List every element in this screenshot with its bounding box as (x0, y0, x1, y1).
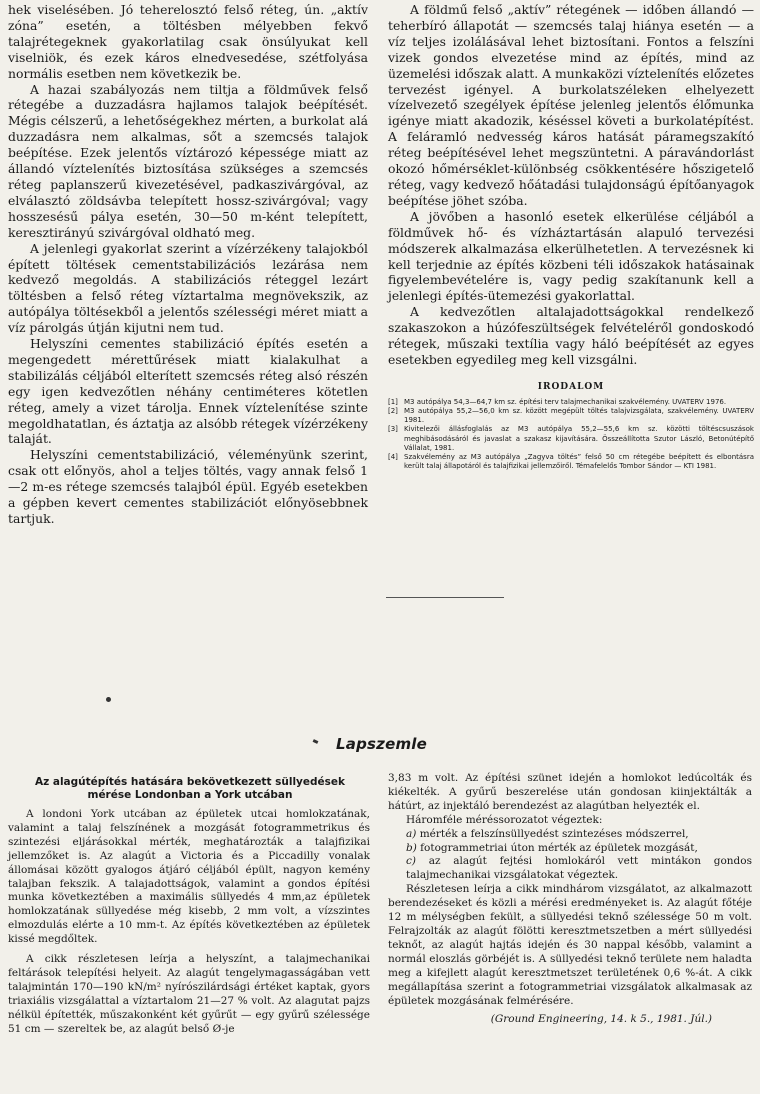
list-marker: b) (406, 841, 417, 854)
bottom-left-column (8, 808, 370, 1037)
reference-text: M3 autópálya 55,2—56,0 km sz. között megépült töltés talajvizsgálata, szakvélemény. UVATERV 1981. (404, 407, 754, 425)
paragraph: 3,83 m volt. Az építési szünet idején a homlokot ledúcolták és kiékelték. A gyűrű beszerelése után gondosan kiinjektálták a hátúrt, az injektáló berendezést az alagútban helyezték el. (388, 772, 752, 812)
list-text: fotogrammetriai úton mérték az épületek mozgását, (420, 841, 698, 854)
print-mark (313, 739, 319, 744)
paragraph: hek viselésében. Jó teherelosztó felső réteg, ún. „aktív zóna” esetén, a töltésben mélyebben fekvő talajrétegeknek gyakorlatilag csak önsúlyukat kell viselniök, és ezek káros elnedvesedése, szétfolyása normális esetben nem következik be. (8, 2, 368, 81)
paragraph: A hazai szabályozás nem tiltja a földművek felső rétegébe a duzzadásra hajlamos talajok beépítését. Mégis célszerű, a lehetőségekhez mérten, a burkolat alá duzzadásra nem alkalmas, sőt a szemcsés talajok beépítése. Ezek jelentős víztározó képessége miatt az állandó víztelenítés biztosítása szükséges a szemcsés réteg paplanszerű kivezetésével, padkaszivárgóval, az elválasztó zöldsávba telepített hossz-szivárgóval; vagy hosszesésű pálya esetén, 30—50 m-ként telepített, keresztirányú szivárgóval oldható meg. (8, 81, 368, 240)
list-item (388, 842, 752, 856)
paragraph: A kedvezőtlen altalajadottságokkal rendelkező szakaszokon a húzófeszültségek felvételéről gondoskodó rétegek, műszaki textília vagy háló beépítését az egyes esetekben egyedileg meg kell vizsgálni. (388, 304, 754, 367)
measurement-list (388, 828, 752, 884)
list-marker: c) (406, 855, 416, 868)
reference-number: [2] (388, 407, 398, 416)
paragraph: Helyszíni cementstabilizáció, véleményünk szerint, csak ott előnyös, ahol a teljes töltés, vagy annak felső 1—2 m-es rétege szemcsés talajból épül. Egyéb esetekben a gépben kevert cementes stabilizációt előnyösebbnek tartjuk. (8, 447, 368, 526)
list-text: mérték a felszínsüllyedést szintezéses módszerrel, (419, 827, 689, 840)
article-title: Az alagútépítés hatására bekövetkezett süllyedések mérése Londonban a York utcában (34, 776, 346, 801)
list-marker: a) (406, 827, 417, 840)
reference-list (388, 398, 754, 472)
list-item (388, 828, 752, 842)
reference-number: [4] (388, 453, 398, 462)
paragraph: A jelenlegi gyakorlat szerint a vízérzékeny talajokból épített töltések cementstabilizációs lezárása nem kedvező megoldás. A stabilizációs réteggel lezárt töltésben a felső réteg víztartalma megnövekszik, az autópálya töltésekből a jelentős szélességi méret miatt a víz párolgás útján kijutni nem tud. (8, 240, 368, 336)
reference-item (388, 425, 754, 453)
reference-text: Kivitelezői állásfoglalás az M3 autópálya 55,2—55,6 km sz. közötti töltéscsuszások meghibásodásáról és javaslat a szakasz kijavítására. Összeállította Szutor László, Betonútépítő Vállalat, 1981. (404, 425, 754, 452)
paragraph: Részletesen leírja a cikk mindhárom vizsgálatot, az alkalmazott berendezéseket és közli a mérési eredményeket is. Az alagút főtéje 12 m mélységben fekült, a süllyedési teknő szélessége 50 m volt. Felrajzolták az alagút fölötti keresztmetszetben a mért süllyedési teknőt, az alagút hajtás idején és 30 nappal később, valamint a normál eloszlás görbéjét is. A süllyedési teknő területe nem haladta meg a kifejlett alagút keresztmetszet területének 0,6 %-át. A cikk megállapítása szerint a fotogrammetriai vizsgálatok alkalmasak az épületek mozgásának felmérésére. (388, 883, 752, 1007)
paragraph: A londoni York utcában az épületek utcai homlokzatának, valamint a talaj felszínének a mozgását fotogrammetrikus és szintezési eljárásokkal mérték, meghatározták a talajfizikai jellemzőket is. Az alagút a Victoria és a Piccadilly vonalak állomásai között gyalogos átjáró céljából épült, nagyon kemény talajban fekszik. A talajadottságok, valamint a gondos építési munka következtében a maximális süllyedés 4 mm,az épületek homlokzatának süllyedése még kisebb, 2 mm volt, a vízszintes elmozdulás elérte a 10 mm-t. Az építés következtében az épületek kissé megdőltek. (8, 808, 370, 946)
reference-item (388, 453, 754, 471)
reference-item (388, 407, 754, 425)
top-right-column (388, 2, 754, 471)
references-heading: IRODALOM (537, 381, 605, 392)
reference-text: Szakvélemény az M3 autópálya „Zagyva töltés” felső 50 cm rétegébe beépített és elbontásra került talaj állapotáról és talajfizikai jellemzőiről. Témafelelős Tombor Sándor — KTI 1981. (404, 453, 754, 471)
top-left-column (8, 2, 368, 527)
print-speck (106, 697, 111, 702)
reference-item (388, 398, 754, 407)
list-intro: Háromféle méréssorozatot végeztek: (406, 813, 603, 826)
reference-number: [1] (388, 397, 398, 406)
list-text: az alagút fejtési homlokáról vett mintákon gondos talajmechanikai vizsgálatokat végeztek. (406, 855, 752, 882)
reference-text: M3 autópálya 54,3—64,7 km sz. építési terv talajmechanikai szakvélemény. UVATERV 1976. (404, 397, 727, 406)
paragraph: Helyszíni cementes stabilizáció építés esetén a megengedett mérettűrések miatt kialakulhat a stabilizálás céljából elterített szemcsés réteg alsó részén egy igen kedvezőtlen néhány centiméteres kötetlen réteg, amely a vizet tárolja. Ennek víztelenítése szinte megoldhatatlan, és áztatja az alsóbb rétegek vízérzékeny talaját. (8, 336, 368, 447)
paragraph: A jövőben a hasonló esetek elkerülése céljából a földművek hő- és vízháztartásán alapuló tervezési módszerek alkalmazása elkerülhetetlen. A tervezésnek ki kell terjednie az építés közbeni téli időszakok hatásainak figyelembevételére is, vagy pedig szakítanunk kell a jelenlegi építés-ütemezési gyakorlattal. (388, 208, 754, 304)
paragraph: A cikk részletesen leírja a helyszínt, a talajmechanikai feltárások telepítési helyeit. Az alagút tengelymagasságában vett talajmintán 170—190 kN/m² nyírószilárdsági értéket kaptak, gyors triaxiális vizsgálattal a víztartalom 21—27 % volt. Az alagutat pajzs nélkül építették, műszakonként két gyűrűt — egy gyűrű szélessége 51 cm — szereltek be, az alagút belső Ø-je (8, 953, 370, 1035)
source-citation: (Ground Engineering, 14. k 5., 1981. Júl.) (490, 1013, 712, 1026)
section-divider (386, 597, 504, 598)
paragraph: A földmű felső „aktív” rétegének — időben állandó — teherbíró állapotát — szemcsés talaj hiánya esetén — a víz teljes izolálásával lehet biztosítani. Fontos a felszíni vizek gondos elvezetése mind az építés, mind az üzemelési időszak alatt. A munkaközi víztelenítés előzetes tervezést igényel. A burkolatszéleken elhelyezett vízelvezető szegélyek építése jelenleg jelentős élőmunka igénye miatt akadozik, késéssel követi a burkolatépítést. A feláramló nedvesség káros hatását páramegszakító réteg beépítésével lehet megszüntetni. A páravándorlást okozó hőmérséklet-különbség csökkentésére hőszigetelő réteg, vagy kedvező hőátadási tulajdonságú építőanyagok beépítése jöhet szóba. (388, 2, 754, 208)
section-title: Lapszemle (336, 735, 427, 753)
bottom-right-column (388, 772, 752, 1026)
list-item (388, 855, 752, 883)
reference-number: [3] (388, 425, 398, 434)
